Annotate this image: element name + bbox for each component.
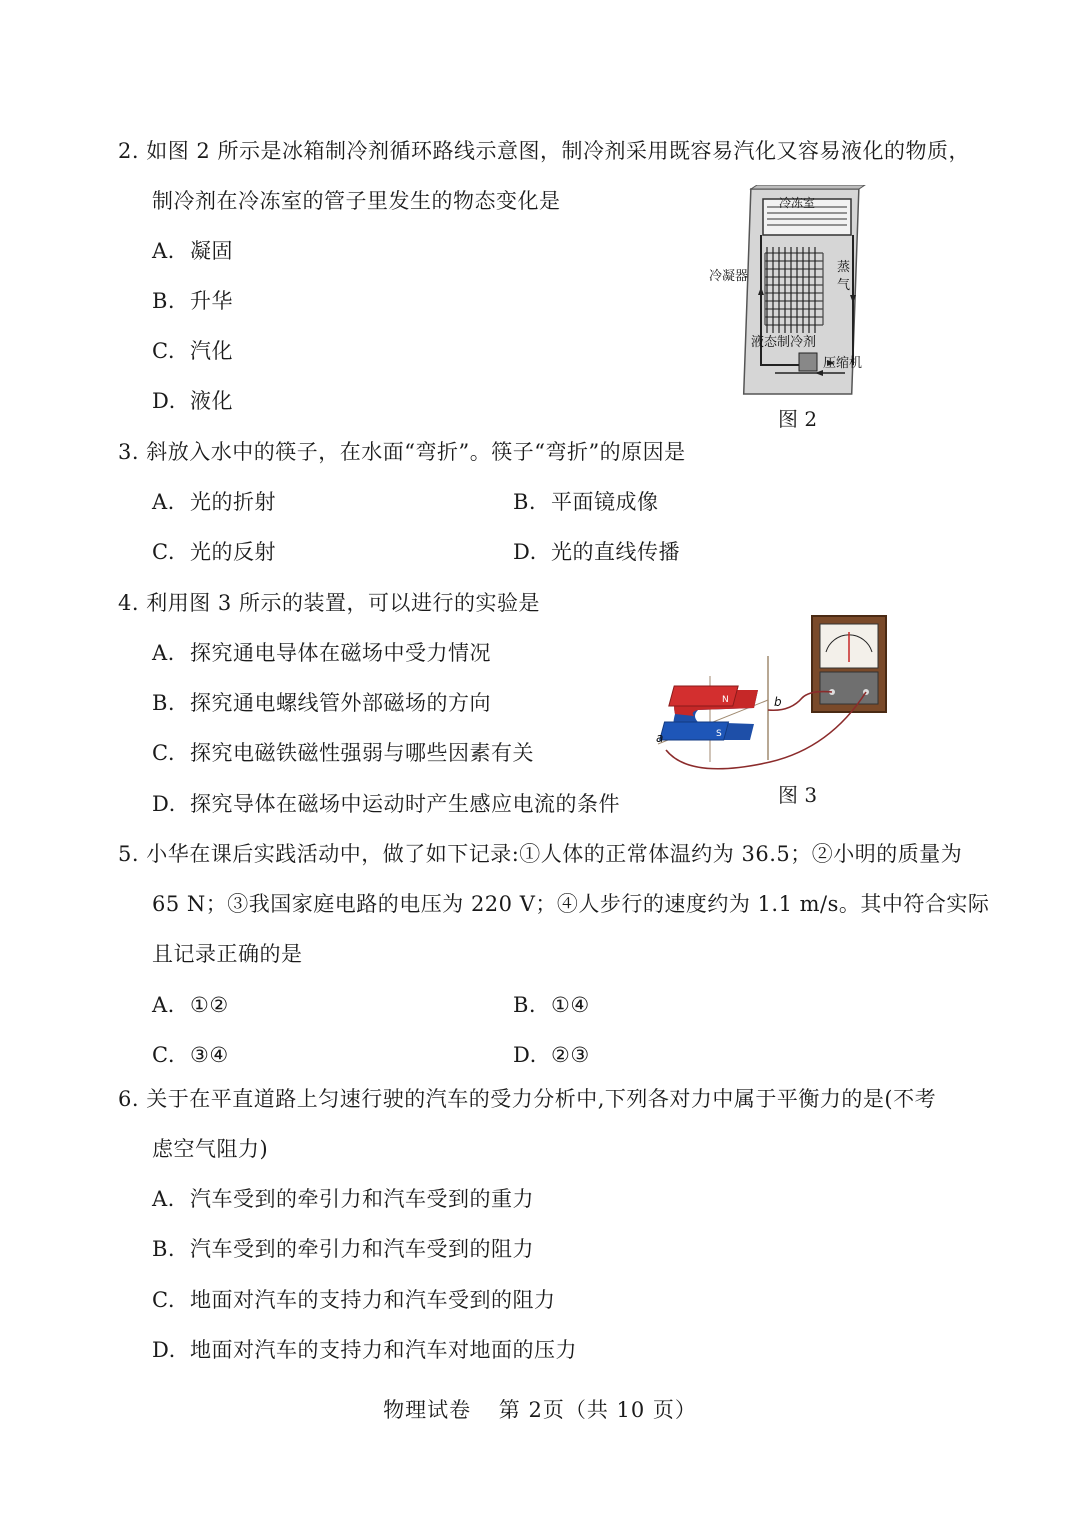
fig2-label-condenser: 冷凝器 (709, 269, 749, 284)
q5-option-b[interactable]: B. ①④ (513, 993, 590, 1017)
q5-option-a[interactable]: A. ①② (152, 993, 229, 1017)
q4-option-b[interactable]: B. 探究通电螺线管外部磁场的方向 (152, 691, 491, 715)
fig2-label-compressor: 压缩机 (823, 356, 863, 371)
q5-option-c[interactable]: C. ③④ (152, 1043, 229, 1067)
page-footer (0, 1394, 1080, 1424)
fig2-label-freezer: 冷冻室 (779, 196, 816, 210)
q4-stem: 4. 利用图 3 所示的装置，可以进行的实验是 (118, 591, 540, 615)
fig2-label-vapor2: 气 (837, 278, 851, 293)
q4-option-d[interactable]: D. 探究导体在磁场中运动时产生感应电流的条件 (152, 792, 620, 816)
q6-option-a[interactable]: A. 汽车受到的牵引力和汽车受到的重力 (152, 1187, 534, 1211)
figure-2-refrigerator-diagram (705, 185, 870, 400)
q6-stem-line1: 6. 关于在平直道路上匀速行驶的汽车的受力分析中,下列各对力中属于平衡力的是(不考 (118, 1087, 937, 1111)
fig2-label-vapor1: 蒸 (837, 260, 851, 275)
figure-3-caption: 图 3 (778, 783, 818, 807)
q5-stem-line1: 5. 小华在课后实践活动中，做了如下记录:①人体的正常体温约为 36.5；②小明的质量为 (118, 842, 963, 866)
fig2-label-liquid: 液态制冷剂 (751, 335, 817, 350)
q3-number: 3. (118, 440, 140, 464)
q2-option-d[interactable]: D. 液化 (152, 389, 233, 413)
q5-stem-line2: 65 N；③我国家庭电路的电压为 220 V；④人步行的速度约为 1.1 m/s。其中符合实际 (152, 892, 990, 916)
q4-option-c[interactable]: C. 探究电磁铁磁性强弱与哪些因素有关 (152, 741, 534, 765)
q4-number: 4. (118, 591, 140, 615)
q5-number: 5. (118, 842, 140, 866)
q6-stem-line2: 虑空气阻力) (152, 1137, 269, 1161)
q6-option-c[interactable]: C. 地面对汽车的支持力和汽车受到的阻力 (152, 1288, 556, 1312)
q2-number: 2. (118, 139, 140, 163)
q6-option-b[interactable]: B. 汽车受到的牵引力和汽车受到的阻力 (152, 1237, 534, 1261)
footer-subject: 物理试卷 (383, 1398, 472, 1422)
fig3-label-n: N (722, 695, 729, 705)
q3-option-c[interactable]: C. 光的反射 (152, 540, 276, 564)
q3-option-b[interactable]: B. 平面镜成像 (513, 490, 659, 514)
footer-page-number: 第 2页（共 10 页） (498, 1398, 697, 1422)
q5-option-d[interactable]: D. ②③ (513, 1043, 590, 1067)
fig3-label-b: b (774, 695, 782, 709)
figure-2-caption: 图 2 (778, 407, 818, 431)
fig3-label-a: a (656, 731, 664, 745)
q6-number: 6. (118, 1087, 140, 1111)
q5-stem-line3: 且记录正确的是 (152, 942, 303, 966)
q3-option-d[interactable]: D. 光的直线传播 (513, 540, 680, 564)
q6-option-d[interactable]: D. 地面对汽车的支持力和汽车对地面的压力 (152, 1338, 577, 1362)
q2-option-a[interactable]: A. 凝固 (152, 239, 233, 263)
q2-stem-line1: 2. 如图 2 所示是冰箱制冷剂循环路线示意图，制冷剂采用既容易汽化又容易液化的物质， (118, 139, 970, 163)
q3-stem: 3. 斜放入水中的筷子，在水面“弯折”。筷子“弯折”的原因是 (118, 440, 686, 464)
figure-3-induction-apparatus (650, 612, 895, 777)
q3-option-a[interactable]: A. 光的折射 (152, 490, 276, 514)
q2-option-b[interactable]: B. 升华 (152, 289, 233, 313)
q4-option-a[interactable]: A. 探究通电导体在磁场中受力情况 (152, 641, 491, 665)
fig3-label-s: S (716, 729, 722, 739)
q2-option-c[interactable]: C. 汽化 (152, 339, 233, 363)
q2-stem-line2: 制冷剂在冷冻室的管子里发生的物态变化是 (152, 189, 561, 213)
